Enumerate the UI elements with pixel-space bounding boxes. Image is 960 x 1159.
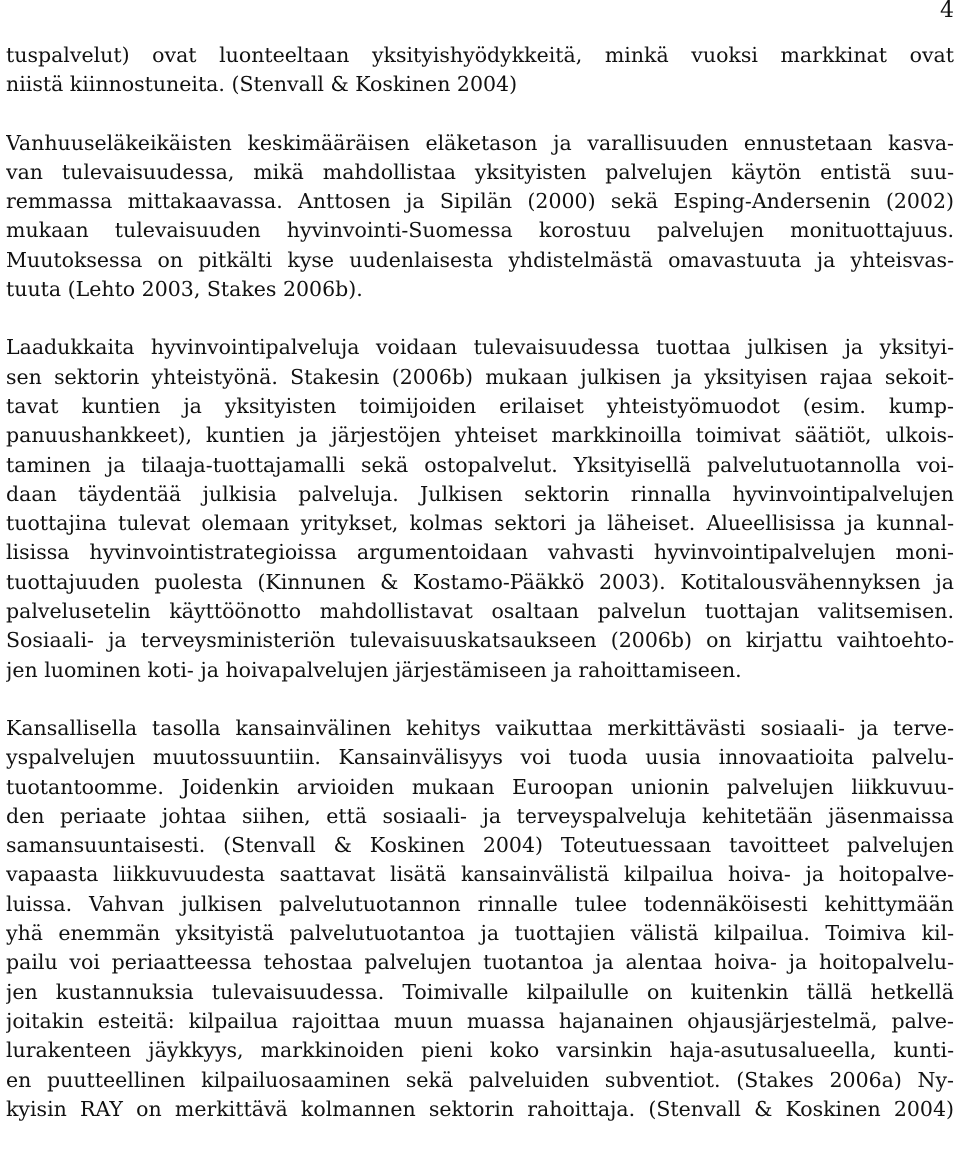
text-line: remmassa mittakaavassa. Anttosen ja Sipilän (2000) sekä Esping-Andersenin (2002) [6, 189, 954, 214]
text-line: vapaasta liikkuvuudesta saattavat lisätä kansainvälistä kilpailua hoiva- ja hoitopalve- [6, 862, 954, 887]
text-line: sen sektorin yhteistyönä. Stakesin (2006b) mukaan julkisen ja yksityisen rajaa sekoit- [6, 364, 954, 389]
text-line: panuushankkeet), kuntien ja järjestöjen yhteiset markkinoilla toimivat säätiöt, ulkois- [6, 423, 954, 448]
paragraph [6, 41, 954, 100]
text-line: palvelusetelin käyttöönotto mahdollistavat osaltaan palvelun tuottajan valitsemisen. [6, 599, 954, 624]
text-line: tuspalvelut) ovat luonteeltaan yksityishyödykkeitä, minkä vuoksi markkinat ovat [6, 43, 954, 67]
text-line: den periaate johtaa siihen, että sosiaali- ja terveyspalveluja kehitetään jäsenmaissa [6, 803, 954, 828]
text-line: tavat kuntien ja yksityisten toimijoiden erilaiset yhteistyömuodot (esim. kump- [6, 393, 954, 418]
paragraph [6, 333, 954, 685]
text-line: Sosiaali- ja terveysministeriön tulevaisuuskatsaukseen (2006b) on kirjattu vaihtoehto- [6, 628, 954, 653]
text-line: en puutteellinen kilpailuosaaminen sekä palveluiden subventiot. (Stakes 2006a) Ny- [6, 1067, 954, 1092]
text-line: Kansallisella tasolla kansainvälinen kehitys vaikuttaa merkittävästi sosiaali- ja terve- [6, 715, 954, 740]
body-text [6, 41, 954, 1124]
text-line: jen luominen koti- ja hoivapalvelujen järjestämiseen ja rahoittamiseen. [6, 657, 742, 682]
text-line: tuuta (Lehto 2003, Stakes 2006b). [6, 277, 363, 302]
text-line: Vanhuuseläkeikäisten keskimääräisen eläketason ja varallisuuden ennustetaan kasva- [6, 130, 954, 155]
text-line: luissa. Vahvan julkisen palvelutuotannon rinnalle tulee todennäköisesti kehittymään [6, 891, 954, 916]
text-line: taminen ja tilaaja-tuottajamalli sekä ostopalvelut. Yksityisellä palvelutuotannolla voi- [6, 452, 954, 477]
text-line: samansuuntaisesti. (Stenvall & Koskinen 2004) Toteutuessaan tavoitteet palvelujen [6, 833, 954, 858]
text-line: lisissa hyvinvointistrategioissa argumentoidaan vahvasti hyvinvointipalvelujen moni- [6, 540, 954, 565]
text-line: kyisin RAY on merkittävä kolmannen sektorin rahoittaja. (Stenvall & Koskinen 2004) [6, 1096, 954, 1121]
text-line: tuotantoomme. Joidenkin arvioiden mukaan Euroopan unionin palvelujen liikkuvuu- [6, 774, 954, 799]
text-line: yspalvelujen muutossuuntiin. Kansainvälisyys voi tuoda uusia innovaatioita palvelu- [6, 745, 954, 770]
paragraph [6, 129, 954, 305]
text-line: tuottajuuden puolesta (Kinnunen & Kostamo-Pääkkö 2003). Kotitalousvähennyksen ja [6, 569, 954, 594]
text-line: Laadukkaita hyvinvointipalveluja voidaan tulevaisuudessa tuottaa julkisen ja yksityi- [6, 335, 954, 360]
text-line: lurakenteen jäykkyys, markkinoiden pieni koko varsinkin haja-asutusalueella, kunti- [6, 1038, 954, 1063]
text-line: mukaan tulevaisuuden hyvinvointi-Suomessa korostuu palvelujen monituottajuus. [6, 218, 954, 243]
paragraph [6, 714, 954, 1124]
text-line: tuottajina tulevat olemaan yritykset, kolmas sektori ja läheiset. Alueellisissa ja kunnal- [6, 511, 954, 536]
text-line: van tulevaisuudessa, mikä mahdollistaa yksityisten palvelujen käytön entistä suu- [6, 159, 954, 184]
text-line: jen kustannuksia tulevaisuudessa. Toimivalle kilpailulle on kuitenkin tällä hetkellä [6, 979, 954, 1004]
text-line: daan täydentää julkisia palveluja. Julkisen sektorin rinnalla hyvinvointipalvelujen [6, 481, 954, 506]
text-line: joitakin esteitä: kilpailua rajoittaa muun muassa hajanainen ohjausjärjestelmä, palve- [6, 1008, 954, 1033]
text-line: yhä enemmän yksityistä palvelutuotantoa ja tuottajien välistä kilpailua. Toimiva kil- [6, 921, 954, 946]
page-number: 4 [940, 0, 954, 23]
text-line: pailu voi periaatteessa tehostaa palvelujen tuotantoa ja alentaa hoiva- ja hoitopalvelu- [6, 950, 954, 975]
text-line: niistä kiinnostuneita. (Stenvall & Koskinen 2004) [6, 72, 518, 97]
text-line: Muutoksessa on pitkälti kyse uudenlaisesta yhdistelmästä omavastuuta ja yhteisvas- [6, 247, 954, 272]
